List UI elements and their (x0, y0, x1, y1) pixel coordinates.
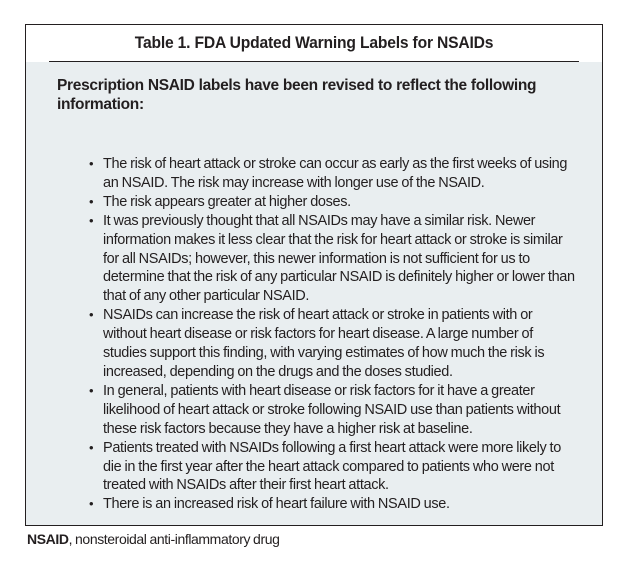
bullet-icon: • (89, 212, 94, 228)
warning-item-text: The risk of heart attack or stroke can occur as early as the first weeks of using an NSAID. The risk may increase with longer use of the NSAID. (103, 156, 568, 191)
warning-labels-table (25, 24, 603, 526)
warning-item-text: Patients treated with NSAIDs following a first heart attack were more likely to die in the first year after the heart attack compared to patients who were not treated with NSAIDs after their first heart attack. (103, 439, 561, 494)
warning-item (89, 495, 579, 514)
bullet-icon: • (89, 382, 94, 398)
warning-item-text: In general, patients with heart disease or risk factors for it have a greater likelihood of heart attack or stroke following NSAID use than patients without these risk factors because they have a higher risk at baseline. (103, 382, 561, 437)
warning-bullet-list (89, 155, 579, 514)
footnote-definition: , nonsteroidal anti-inflammatory drug (68, 531, 280, 547)
warning-item (89, 193, 579, 212)
table-intro: Prescription NSAID labels have been revised to reflect the following information: (57, 77, 537, 113)
footnote-term: NSAID (27, 531, 69, 547)
warning-item (89, 306, 579, 382)
warning-item-text: NSAIDs can increase the risk of heart attack or stroke in patients with or without heart disease or risk factors for heart disease. A large number of studies support this finding, with varying estimates of how much the risk is increased, depending on the drugs and the doses studied. (103, 307, 545, 380)
warning-item (89, 212, 579, 307)
warning-item-text: The risk appears greater at higher doses. (103, 193, 351, 210)
bullet-icon: • (89, 439, 94, 455)
bullet-icon: • (89, 307, 94, 323)
bullet-icon: • (89, 193, 94, 209)
warning-item (89, 439, 579, 496)
warning-item-text: It was previously thought that all NSAIDs may have a similar risk. Newer information makes it less clear that the risk for heart attack or stroke is similar for all NSAIDs; however, this newer information is not sufficient for us to determine that the risk of any particular NSAID is definitely higher or lower than that of any other particular NSAID. (103, 212, 575, 305)
bullet-icon: • (89, 156, 94, 171)
warning-item-text: There is an increased risk of heart failure with NSAID use. (103, 496, 450, 513)
table-title: Table 1. FDA Updated Warning Labels for NSAIDs (49, 25, 579, 62)
table-footnote (27, 531, 279, 547)
warning-item (89, 382, 579, 439)
table-body (26, 62, 602, 525)
warning-item (89, 155, 579, 193)
bullet-icon: • (89, 496, 94, 512)
